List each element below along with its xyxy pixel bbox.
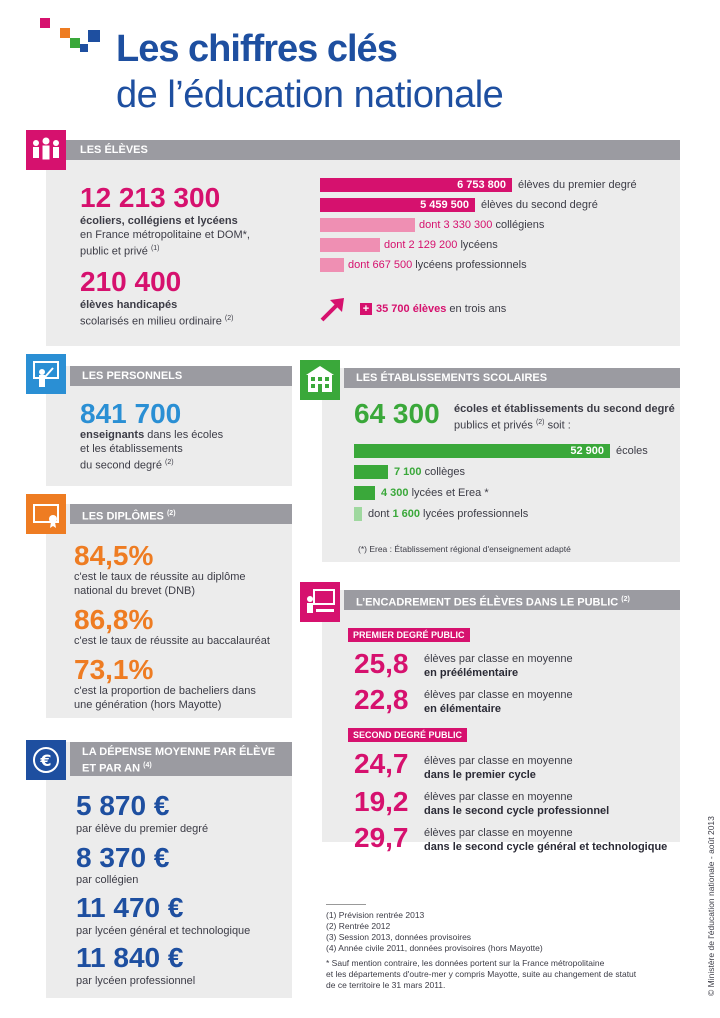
page-title: Les chiffres clés [116, 28, 397, 70]
premier-degre-tag: PREMIER DEGRÉ PUBLIC [348, 628, 470, 642]
eleves-bar-2 [320, 198, 475, 212]
personnels-text: enseignants dans les écoles et les établissements du second degré $^{(2)}$ [80, 429, 224, 472]
growth-text: 35 700 élèves en trois ans [376, 303, 507, 315]
etablissements-text: écoles et établissements du second degré publics et privés $^{(2)}$ soit : [454, 403, 675, 432]
etab-bar-3 [354, 486, 375, 500]
ratio-value-4: 19,2 [354, 786, 409, 817]
eleves-bar-value-5: dont 667 500 [348, 259, 413, 271]
eleves-handicap: 210 400 [80, 266, 182, 297]
eleves-bar-label-5: dont 667 500 lycéens professionnels [348, 259, 527, 271]
svg-text:€: € [40, 751, 52, 770]
eleves-total: 12 213 300 [80, 182, 221, 213]
logo-square-blue [88, 30, 100, 42]
classroom-icon [300, 582, 340, 622]
diplome-value-2: 86,8% [74, 604, 154, 635]
ratio-text-4: élèves par classe en moyenne dans le second cycle professionnel [424, 791, 610, 817]
eleves-bar-label-3: dont 3 330 300 collégiens [419, 219, 545, 231]
footnote-5: * Sauf mention contraire, les données portent sur la France métropolitaine [326, 958, 605, 968]
euro-icon [26, 740, 66, 780]
etab-bar-value-4: 1 600 [392, 508, 420, 520]
logo-square-green [70, 38, 80, 48]
diplome-text-2: c'est le taux de réussite au baccalauréat [74, 635, 270, 647]
copyright: © Ministère de l'éducation nationale - août 2013 [706, 816, 716, 996]
eleves-bar-value-4: dont 2 129 200 [384, 239, 458, 251]
footnote-6: et les départements d'outre-mer y compris Mayotte, suite au changement de statut [326, 969, 637, 979]
diplome-value-3: 73,1% [74, 654, 154, 685]
etablissements-header: LES ÉTABLISSEMENTS SCOLAIRES [344, 368, 680, 388]
etab-bar-value-1: 52 900 [570, 445, 604, 457]
depense-value-3: 11 470 € [76, 892, 184, 923]
eleves-handicap-text: élèves handicapés scolarisés en milieu ordinaire $^{(2)}$ [80, 299, 234, 328]
ratio-text-1: élèves par classe en moyenne en préélémentaire [424, 653, 573, 679]
ratio-text-2: élèves par classe en moyenne en élémentaire [424, 689, 573, 715]
eleves-bar-value-1: 6 753 800 [457, 179, 506, 191]
ratio-value-1: 25,8 [354, 648, 409, 679]
depense-header: LA DÉPENSE MOYENNE PAR ÉLÈVE ET PAR AN $^{(4)}$ [70, 742, 292, 776]
etab-bar-label-1: écoles [616, 445, 648, 457]
erea-note: (*) Erea : Établissement régional d'enseignement adapté [358, 544, 571, 554]
etablissements-value: 64 300 [354, 398, 440, 429]
teacher-icon [26, 354, 66, 394]
school-building-icon [300, 360, 340, 400]
eleves-bar-label-1: élèves du premier degré [518, 179, 637, 191]
diplome-value-1: 84,5% [74, 540, 154, 571]
eleves-bar-label-4: dont 2 129 200 lycéens [384, 239, 498, 251]
footnote-divider [326, 904, 366, 905]
page-subtitle: de l’éducation nationale [116, 74, 504, 116]
footnote-7: de ce territoire le 31 mars 2011. [326, 980, 446, 990]
ratio-value-3: 24,7 [354, 748, 409, 779]
etab-bar-label-4: dont 1 600 lycées professionnels [368, 508, 529, 520]
etab-bar-value-3: 4 300 [381, 487, 409, 499]
eleves-bar-value-3: dont 3 330 300 [419, 219, 493, 231]
logo-square-blue-small [80, 44, 88, 52]
depense-text-3: par lycéen général et technologique [76, 925, 251, 937]
footnote-1: (1) Prévision rentrée 2013 [326, 910, 425, 920]
depense-text-4: par lycéen professionnel [76, 975, 196, 987]
eleves-bar-5 [320, 258, 344, 272]
second-degre-tag: SECOND DEGRÉ PUBLIC [348, 728, 467, 742]
footnote-4: (4) Année civile 2011, données provisoires (hors Mayotte) [326, 943, 543, 953]
eleves-total-text: écoliers, collégiens et lycéens en France métropolitaine et DOM*, public et privé $^{(1)}$ [80, 215, 250, 258]
footnote-2: (2) Rentrée 2012 [326, 921, 391, 931]
eleves-bar-label-2: élèves du second degré [481, 199, 598, 211]
ratio-text-3: élèves par classe en moyenne dans le premier cycle [424, 755, 573, 781]
eleves-bar-4 [320, 238, 380, 252]
personnels-header: LES PERSONNELS [70, 366, 292, 386]
diplome-text-1: c'est le taux de réussite au diplôme national du brevet (DNB) [74, 571, 246, 597]
personnels-value: 841 700 [80, 398, 182, 429]
depense-value-1: 5 870 € [76, 790, 170, 821]
etab-bar-value-2: 7 100 [394, 466, 422, 478]
footnote-3: (3) Session 2013, données provisoires [326, 932, 472, 942]
growth-arrow-icon [318, 296, 348, 324]
ratio-text-5: élèves par classe en moyenne dans le second cycle général et technologique [424, 827, 668, 853]
diplome-text-3: c'est la proportion de bacheliers dans une génération (hors Mayotte) [74, 685, 256, 711]
plus-icon: + [360, 303, 372, 315]
people-icon [26, 130, 66, 170]
etab-bar-label-2: 7 100 collèges [394, 466, 465, 478]
etab-bar-2 [354, 465, 388, 479]
diploma-icon [26, 494, 66, 534]
depense-value-2: 8 370 € [76, 842, 170, 873]
eleves-bar-3 [320, 218, 415, 232]
ratio-value-5: 29,7 [354, 822, 409, 853]
etab-bar-label-3: 4 300 lycées et Erea * [381, 487, 489, 499]
logo-square-orange [60, 28, 70, 38]
diplomes-header: LES DIPLÔMES $^{(2)}$ [70, 504, 292, 524]
etab-bar-1 [354, 444, 610, 458]
depense-value-4: 11 840 € [76, 942, 184, 973]
eleves-bar-value-2: 5 459 500 [420, 199, 469, 211]
eleves-header: LES ÉLÈVES [66, 140, 680, 160]
logo-square-pink [40, 18, 50, 28]
ratio-value-2: 22,8 [354, 684, 409, 715]
etab-bar-4 [354, 507, 362, 521]
depense-text-1: par élève du premier degré [76, 823, 209, 835]
depense-text-2: par collégien [76, 874, 139, 886]
eleves-bar-1 [320, 178, 512, 192]
encadrement-header: L’ENCADREMENT DES ÉLÈVES DANS LE PUBLIC $^{(2)}$ [344, 590, 680, 610]
